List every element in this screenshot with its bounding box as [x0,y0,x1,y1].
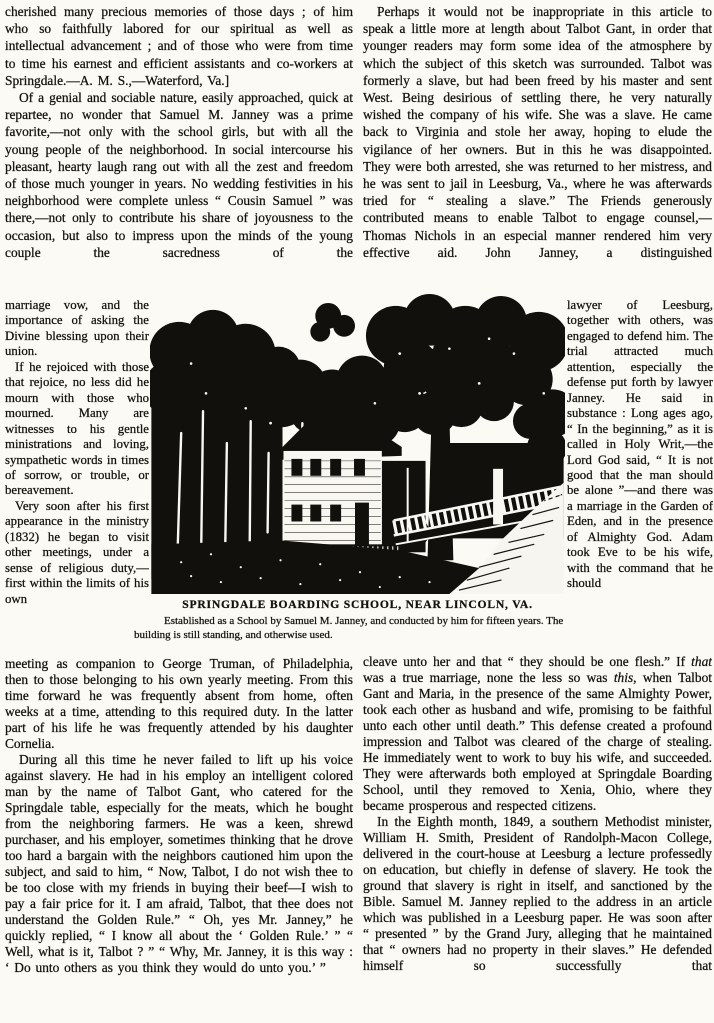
text-segment: cleave unto her and that “ they should be one flesh.” If [363,654,692,669]
paragraph-continued-from-previous-page: cherished many precious memories of those days ; of him who so faithfully labored for our spiritual as well as intellectual advancement ; and of those who were from time to time his earnest and efficient assistants and co-workers at Springdale.—A. M. S.,—Waterford, Va.] [5,4,353,88]
illustration-caption-title: SPRINGDALE BOARDING SCHOOL, NEAR LINCOLN, VA. [182,598,533,611]
paragraph-continuation: marriage vow, and the importance of asking the Divine blessing upon their union. [5,298,149,359]
paragraph-continuation: lawyer of Leesburg, together with others, was engaged to defend him. The trial attracted much attention, especially the defense put forth by lawyer Janney. He said in substance : Long ages ago, “ In the beginning,” as it is called in Holy Writ,—the Lord God said, “ It is not good that the man should be alone ”—and there was a marriage in the Garden of Eden, and in the presence of Almighty God. Adam took Eve to be his wife, with the command that he should [567,298,713,591]
left-column-bottom [5,656,353,976]
paragraph: Perhaps it would not be inappropriate in this article to speak a little more at length about Talbot Gant, in order that younger readers may form some idea of the atmosphere by which the subject of this sketch was surrounded. Talbot was formerly a slave, but had been freed by his master and sent West. Being desirious of settling there, he very naturally wished the company of his wife. She was a slave. He came back to Virginia and stole her away, hoping to elude the vigilance of her owners. But in this he was disappointed. They were both arrested, she was returned to her mistress, and he was sent to jail in Leesburg, Va., where he was afterwards tried for “ stealing a slave.” The Friends generously contributed means to enable Talbot to engage counsel,—Thomas Nichols in an especial manner rendered him very effective aid. John Janney, a distinguished [363,4,712,260]
paragraph: In the Eighth month, 1849, a southern Methodist minister, William H. Smith, President of Randolph-Macon College, delivered in the court-house at Leesburg a lecture professedly on education, but chiefly in defense of slavery. He took the ground that slavery is right in itself, and sanctioned by the Bible. Samuel M. Janney replied to the address in an article which was published in a Leesburg paper. He was soon after “ presented ” by the Grand Jury, alleging that he maintained that “ owners had no property in their slaves.” He defended himself so successfully that [363,814,712,973]
right-column-top [363,3,712,261]
right-column-bottom [363,654,712,974]
paragraph: Very soon after his first appearance in the ministry (1832) he began to visit other meetings, under a sense of religious duty,—first within the limits of his own [5,498,149,606]
paragraph: If he rejoiced with those that rejoice, no less did he mourn with those who mourned. Many are witnesses to his gentle ministrations and loving, sympathetic words in times of sorrow, or trouble, or bereavement. [5,359,149,498]
left-column-beside-illustration [5,298,149,607]
right-column-beside-illustration [567,298,713,592]
text-segment: was a true marriage, none the less so was [363,670,614,685]
paragraph: During all this time he never failed to lift up his voice against slavery. He had in his employ an intelligent colored man by the name of Talbot Gant, who catered for the Springdale table, especially for the meats, which he bought from the neighboring farmers. He was a keen, shrewd purchaser, and his employer, sometimes thinking that he drove too hard a bargain with the neighbors cautioned him upon the subject, and said to him, “ Now, Talbot, I do not wish thee to be too close with my friends in buying their beef—I wish to pay a fair price for it. I am afraid, Talbot, that thee does not understand the Golden Rule.” “ Oh, yes Mr. Janney,” he quickly replied, “ I know all about the ‘ Golden Rule.’ ” “ Well, what is it, Talbot ? ” “ Why, Mr. Janney, it is this way : ‘ Do unto others as you think they would do unto you.’ ” [5,752,353,975]
engraving-artwork [150,294,565,594]
left-column-top [5,3,353,261]
springdale-engraving [150,294,565,594]
paragraph: Of a genial and sociable nature, easily approached, quick at repartee, no wonder that Samuel M. Janney was a prime favorite,—not only with the school girls, but with all the young people of the neighborhood. In social intercourse his pleasant, hearty laugh rang out with all the zest and freedom of those much younger in years. No wedding festivities in his neighborhood were complete unless “ Cousin Samuel ” was there,—not only to contribute his share of joyousness to the occasion, but also to impress upon the minds of the young couple the sacredness of the [5,90,353,260]
italic-word: this [613,670,634,685]
italic-word: that [691,654,712,669]
illustration-caption-body: Established as a School by Samuel M. Janney, and conducted by him for fifteen years. The building is still standing, and otherwise used. [134,615,564,641]
paragraph-continuation [363,654,712,814]
paragraph-continuation: meeting as companion to George Truman, of Philadelphia, then to those belonging to his own yearly meeting. From this time forward he was frequently absent from home, often weeks at a time, attending to this required duty. In the latter part of his life he was frequently attended by his daughter Cornelia. [5,656,353,751]
text-segment: , when Talbot Gant and Maria, in the presence of the same Almighty Power, took each other as husband and wife, promising to be faithful unto each other until death.” This defense created a profound impression and Talbot was cleared of the charge of stealing. He immediately went to work to buy his wife, and succeeded. They were afterwards both employed at Springdale Boarding School, until they removed to Xenia, Ohio, where they became prosperous and respected citizens. [363,670,712,813]
